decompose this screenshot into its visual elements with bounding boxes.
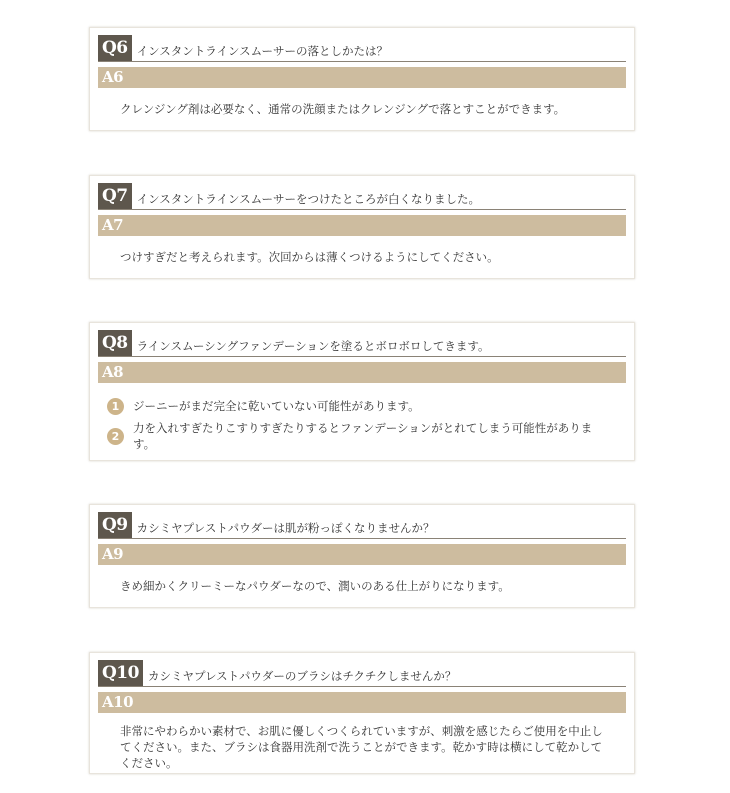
number-circle-icon: 1 — [107, 398, 124, 415]
answer-bar — [98, 215, 626, 236]
answer-text: つけすぎだと考えられます。次回からは薄くつけるようにしてください。 — [120, 250, 499, 264]
question-text: インスタントラインスムーサーの落としかたは？ — [136, 44, 389, 58]
question-number-badge: Q10 — [98, 660, 143, 686]
question-number-badge: Q6 — [98, 35, 132, 61]
answer-item-text: 力を入れすぎたりこすりすぎたりするとファンデーションがとれてしまう可能性があります。 — [133, 421, 593, 451]
answer-item-text: ジーニーがまだ完全に乾いていない可能性があります。 — [133, 399, 420, 413]
answer-number-label: A10 — [102, 693, 134, 711]
question-text: カシミヤプレストパウダーは肌が粉っぽくなりませんか？ — [136, 521, 435, 535]
faq-item-q8 — [89, 322, 635, 461]
answer-list-item — [98, 391, 614, 421]
question-number-badge: Q9 — [98, 512, 132, 538]
question-text: インスタントラインスムーサーをつけたところが白くなりました。 — [136, 192, 481, 206]
answer-text: クレンジング剤は必要なく、通常の洗顔またはクレンジングで落とすことができます。 — [120, 102, 566, 116]
answer-number-label: A6 — [102, 68, 124, 86]
question-text: ラインスムーシングファンデーションを塗るとボロボロしてきます。 — [136, 339, 490, 353]
answer-number-label: A7 — [102, 216, 124, 234]
question-row — [98, 661, 626, 687]
question-number-badge: Q8 — [98, 330, 132, 356]
answer-bar — [98, 544, 626, 565]
question-row — [98, 36, 626, 62]
answer-bar — [98, 362, 626, 383]
faq-item-q6 — [89, 27, 635, 131]
faq-item-q9 — [89, 504, 635, 608]
answer-number-label: A8 — [102, 363, 124, 381]
question-number-badge: Q7 — [98, 183, 132, 209]
answer-text: きめ細かくクリーミーなパウダーなので、潤いのある仕上がりになります。 — [120, 579, 510, 593]
question-row — [98, 331, 626, 357]
answer-list-item — [98, 421, 614, 451]
answer-number-label: A9 — [102, 545, 124, 563]
answer-text: 非常にやわらかい素材で、お肌に優しくつくられていますが、刺激を感じたらご使用を中止してください。また、ブラシは食器用洗剤で洗うことができます。乾かす時は横にして乾かしてください。 — [120, 724, 603, 770]
answer-bar — [98, 67, 626, 88]
faq-item-q7 — [89, 175, 635, 279]
faq-item-q10 — [89, 652, 635, 774]
question-row — [98, 184, 626, 210]
answer-list — [98, 383, 626, 460]
answer-bar — [98, 692, 626, 713]
question-row — [98, 513, 626, 539]
number-circle-icon: 2 — [107, 428, 124, 445]
question-text: カシミヤプレストパウダーのブラシはチクチクしませんか？ — [147, 669, 457, 683]
